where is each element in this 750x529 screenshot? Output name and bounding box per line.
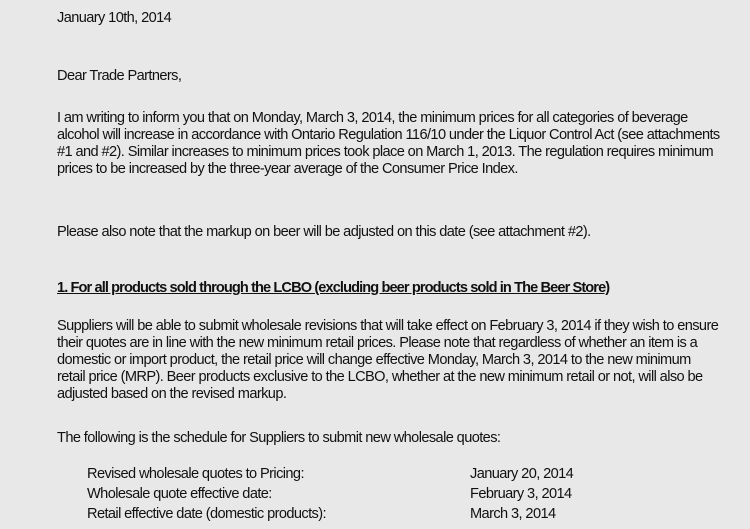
- letter-date: January 10th, 2014: [57, 10, 172, 26]
- schedule-list: [87, 466, 687, 526]
- markup-note-paragraph: Please also note that the markup on beer will be adjusted on this date (see attachment #2).: [57, 224, 591, 240]
- schedule-date: February 3, 2014: [470, 486, 572, 502]
- schedule-label: Retail effective date (domestic products):: [87, 506, 326, 522]
- schedule-date: January 20, 2014: [470, 466, 574, 482]
- schedule-row: [87, 466, 687, 486]
- suppliers-paragraph: Suppliers will be able to submit wholesale revisions that will take effect on February 3, 2014 if they wish to ensure their quotes are in line with the new minimum retail prices. Please note that regardless of whether an item is a domestic or import product, the retail price will change effective Monday, March 3, 2014 to the new minimum retail price (MRP). Beer products exclusive to the LCBO, whether at the new minimum retail or not, will also be adjusted based on the revised markup.: [57, 318, 719, 402]
- schedule-row: [87, 486, 687, 506]
- intro-paragraph: I am writing to inform you that on Monday, March 3, 2014, the minimum prices for all categories of beverage alcohol will increase in accordance with Ontario Regulation 116/10 under the Liquor Control Act (see attachments #1 and #2). Similar increases to minimum prices took place on March 1, 2013. The regulation requires minimum prices to be increased by the three-year average of the Consumer Price Index.: [57, 110, 720, 177]
- schedule-label: Wholesale quote effective date:: [87, 486, 272, 502]
- letter-greeting: Dear Trade Partners,: [57, 68, 182, 84]
- schedule-row: [87, 506, 687, 526]
- section-heading: 1. For all products sold through the LCBO (excluding beer products sold in The Beer Store): [57, 280, 610, 296]
- schedule-intro-paragraph: The following is the schedule for Suppliers to submit new wholesale quotes:: [57, 430, 501, 446]
- schedule-date: March 3, 2014: [470, 506, 556, 522]
- schedule-label: Revised wholesale quotes to Pricing:: [87, 466, 304, 482]
